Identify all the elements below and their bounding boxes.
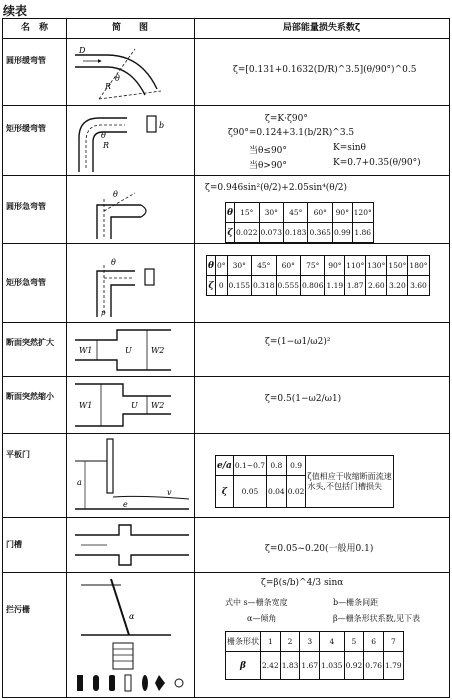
row-name-round-sharp-bend: 圆形急弯管 — [6, 202, 46, 211]
row-name-trash-rack: 拦污栅 — [6, 605, 30, 614]
label-u: U — [125, 346, 132, 355]
trash-rack-diagram — [71, 575, 193, 695]
formula-sudden-contraction: ζ=0.5(1−ω2/ω1) — [265, 394, 342, 404]
label-w2: W2 — [151, 346, 165, 355]
label-alpha: α — [129, 612, 135, 621]
label-v: v — [167, 488, 172, 497]
row-name-sudden-expansion: 断面突然扩大 — [6, 338, 54, 347]
cond-1-a: 当θ≤90° — [249, 146, 287, 156]
label-R: R — [103, 141, 110, 150]
label-e: e — [123, 500, 128, 509]
label-w1: W1 — [79, 401, 93, 410]
header-name: 名 称 — [20, 23, 48, 33]
label-b: b — [159, 121, 165, 130]
label-theta: θ — [101, 131, 106, 140]
label-theta: θ — [115, 74, 120, 83]
table-frame — [2, 18, 450, 698]
label-w1: W1 — [79, 346, 93, 355]
rect-sharp-bend-table: θ 0° 30° 45° 60° 75° 90° 110° 130° 150° 180° ζ 0 0.155 0.318 0.555 0.806 1.19 1.87 2.60 3.20 3.60 — [206, 255, 430, 296]
label-theta: θ — [113, 190, 118, 199]
row-name-flat-gate: 平板门 — [6, 450, 30, 459]
row-name-rect-sharp-bend: 矩形急弯管 — [6, 278, 46, 287]
continued-label: 续表 — [3, 4, 28, 18]
header-sketch: 简 图 — [111, 23, 148, 33]
round-gentle-bend-diagram — [71, 41, 193, 103]
row-name-round-gentle-bend: 圆形缓弯管 — [6, 56, 46, 65]
row-name-sudden-contraction: 断面突然缩小 — [6, 392, 54, 401]
formula-round-gentle-bend: ζ=[0.131+0.1632(D/R)^3.5](θ/90°)^0.5 — [233, 65, 417, 75]
label-D: D — [79, 46, 86, 55]
formula-rect-k: ζ=K·ζ90° — [265, 114, 308, 124]
trash-rack-table: 栅条形状 1 2 3 4 5 6 7 β 2.42 1.83 1.67 1.035 0.92 0.76 1.79 — [225, 631, 404, 680]
cond-2-b: K=0.7+0.35(θ/90°) — [333, 158, 421, 168]
legend-beta: β—栅条形状系数,见下表 — [333, 614, 421, 623]
label-w2: W2 — [151, 401, 165, 410]
gate-slot-diagram — [71, 521, 193, 569]
row-name-rect-gentle-bend: 矩形缓弯管 — [6, 124, 46, 133]
legend-b: b—栅条间距 — [333, 598, 379, 607]
sudden-expansion-diagram — [71, 326, 193, 374]
formula-sudden-expansion: ζ=(1−ω1/ω2)² — [265, 337, 331, 347]
sudden-contraction-diagram — [71, 380, 193, 430]
rect-sharp-bend-diagram — [71, 247, 193, 319]
label-p: p — [101, 309, 106, 317]
round-sharp-bend-diagram — [71, 179, 193, 241]
flat-gate-table: e/a 0.1~0.7 0.8 0.9 ζ值相应于收缩断面流速水头,不包括门槽损失 ζ 0.05 0.04 0.02 — [215, 455, 394, 508]
label-theta: θ — [111, 258, 116, 267]
row-name-gate-slot: 门槽 — [6, 540, 22, 549]
legend-s: 式中 s—栅条宽度 — [225, 598, 288, 607]
legend-alpha: α—倾角 — [247, 614, 277, 623]
formula-trash-rack: ζ=β(s/b)^4/3 sinα — [261, 578, 344, 588]
formula-gate-slot: ζ=0.05~0.20(一般用0.1) — [265, 544, 374, 554]
formula-round-sharp-bend: ζ=0.946sin²(θ/2)+2.05sin⁴(θ/2) — [205, 183, 347, 193]
cond-1-b: K=sinθ — [333, 143, 366, 153]
round-sharp-bend-table: θ 15° 30° 45° 60° 90° 120° ζ 0.022 0.073 0.183 0.365 0.99 1.86 — [225, 202, 374, 243]
header-coef: 局部能量损失系数ζ — [282, 23, 361, 33]
label-a: a — [77, 478, 82, 487]
flat-gate-diagram — [71, 437, 193, 515]
flat-gate-note: ζ值相应于收缩断面流速水头,不包括门槽损失 — [306, 456, 394, 508]
label-u: U — [131, 401, 138, 410]
rect-gentle-bend-diagram — [71, 108, 193, 174]
cond-2-a: 当θ>90° — [249, 161, 287, 171]
label-R: R — [105, 82, 112, 91]
formula-rect-zeta90: ζ90°=0.124+3.1(b/2R)^3.5 — [228, 128, 355, 138]
